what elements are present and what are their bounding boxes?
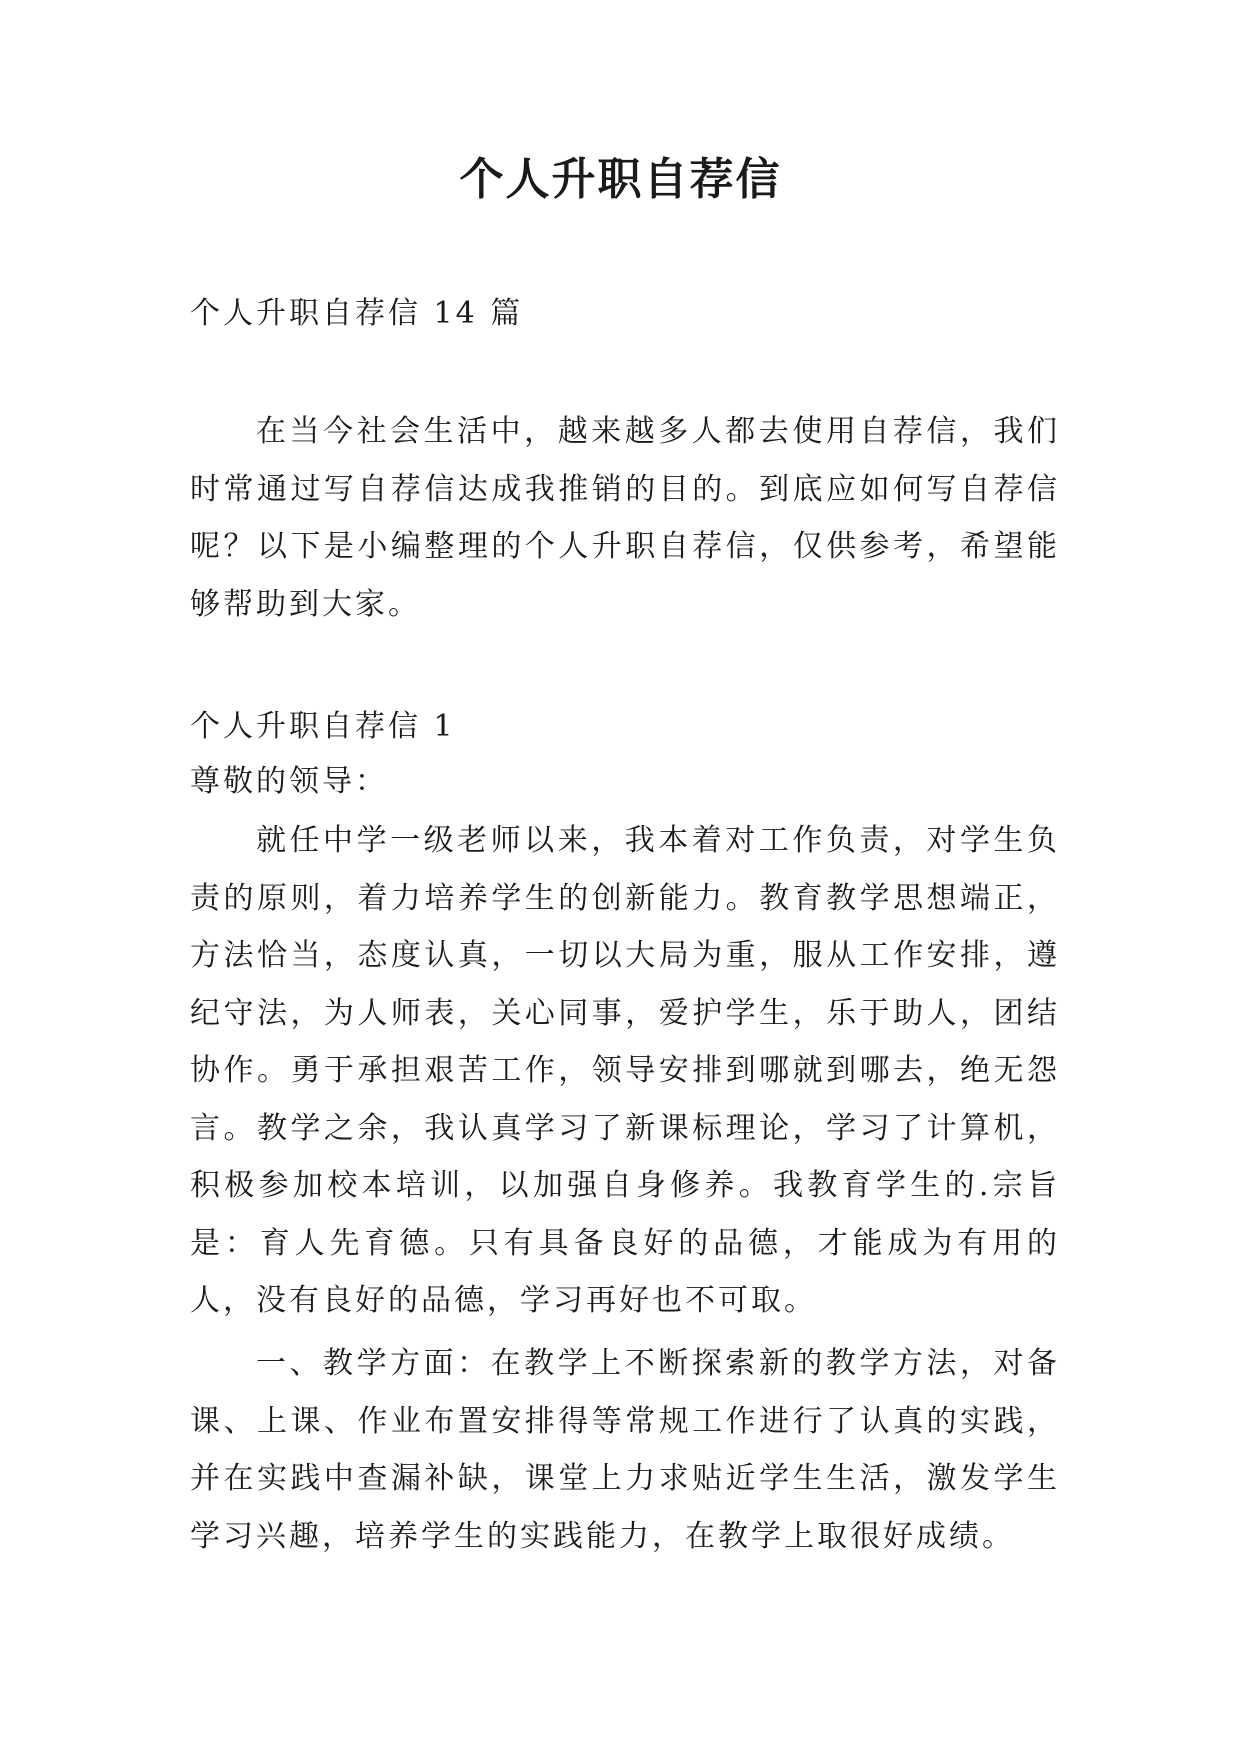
letter-greeting: 尊敬的领导： xyxy=(190,764,388,799)
document-subtitle: 个人升职自荐信 14 篇 xyxy=(190,296,524,331)
document-title: 个人升职自荐信 xyxy=(459,154,782,205)
body-paragraph-2: 一、教学方面：在教学上不断探索新的教学方法，对备课、上课、作业布置安排得等常规工作进行了认真的实践，并在实践中查漏补缺，课堂上力求贴近学生生活，激发学生学习兴趣，培养学生的实践能力，在教学上取很好成绩。 xyxy=(190,1346,1060,1554)
section-title: 个人升职自荐信 1 xyxy=(190,709,456,744)
body-paragraph-1: 就任中学一级老师以来，我本着对工作负责，对学生负责的原则，着力培养学生的创新能力。教育教学思想端正，方法恰当，态度认真，一切以大局为重，服从工作安排，遵纪守法，为人师表，关心同事，爱护学生，乐于助人，团结协作。勇于承担艰苦工作，领导安排到哪就到哪去，绝无怨言。教学之余，我认真学习了新课标理论，学习了计算机，积极参加校本培训，以加强自身修养。我教育学生的.宗旨是：育人先育德。只有具备良好的品德，才能成为有用的人，没有良好的品德，学习再好也不可取。 xyxy=(190,823,1060,1318)
intro-paragraph: 在当今社会生活中，越来越多人都去使用自荐信，我们时常通过写自荐信达成我推销的目的。到底应如何写自荐信呢？以下是小编整理的个人升职自荐信，仅供参考，希望能够帮助到大家。 xyxy=(190,414,1060,622)
